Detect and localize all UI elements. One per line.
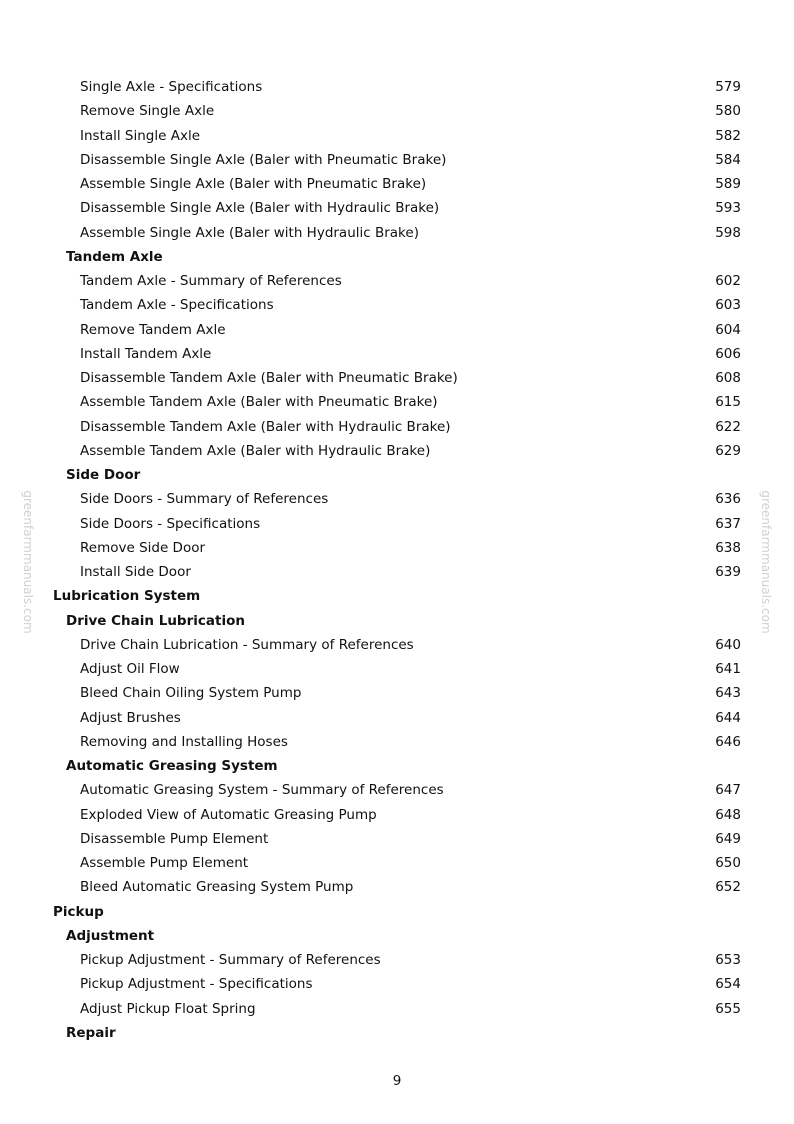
- toc-entry-page-number: 589: [715, 176, 741, 192]
- toc-subsection-heading[interactable]: [0, 245, 794, 269]
- toc-entry-page-number: 582: [715, 127, 741, 144]
- toc-entry-title: Assemble Single Axle (Baler with Pneumatic Brake): [80, 176, 427, 192]
- toc-entry-page-number: 636: [715, 491, 741, 508]
- toc-entry-title: Assemble Single Axle (Baler with Hydraulic Brake): [80, 224, 419, 241]
- toc-entry-page-number: 639: [715, 564, 741, 580]
- toc-entry-page-number: 602: [715, 273, 741, 289]
- toc-entry-title: Disassemble Single Axle (Baler with Pneumatic Brake): [80, 151, 447, 168]
- toc-entry-page-number: 648: [715, 806, 741, 823]
- toc-entry-title: Install Side Door: [80, 564, 191, 580]
- toc-entry[interactable]: [0, 342, 794, 366]
- toc-subsection-heading[interactable]: [0, 463, 794, 487]
- toc-subsection-heading[interactable]: [0, 754, 794, 778]
- toc-entry-title: Adjust Brushes: [80, 709, 181, 726]
- toc-entry-page-number: 638: [715, 539, 741, 556]
- toc-entry[interactable]: [0, 439, 794, 463]
- toc-entry-page-number: 646: [715, 733, 741, 750]
- toc-entry-title: Pickup: [53, 903, 104, 920]
- toc-entry[interactable]: [0, 99, 794, 123]
- toc-entry-title: Pickup Adjustment - Specifications: [80, 976, 313, 993]
- toc-entry[interactable]: [0, 366, 794, 390]
- toc-entry-title: Disassemble Single Axle (Baler with Hydraulic Brake): [80, 200, 440, 217]
- toc-entry-title: Disassemble Tandem Axle (Baler with Hydraulic Brake): [80, 418, 451, 435]
- toc-entry[interactable]: [0, 536, 794, 560]
- toc-entry-title: Install Tandem Axle: [80, 345, 212, 362]
- toc-entry-title: Install Single Axle: [80, 127, 201, 144]
- toc-entry[interactable]: [0, 172, 794, 196]
- toc-entry[interactable]: [0, 318, 794, 342]
- toc-entry-page-number: 649: [715, 830, 741, 847]
- toc-entry-page-number: 604: [715, 321, 741, 338]
- toc-entry[interactable]: [0, 487, 794, 511]
- toc-entry-page-number: 608: [715, 370, 741, 386]
- toc-entry-title: Lubrication System: [53, 588, 201, 605]
- toc-entry-page-number: 641: [715, 661, 741, 677]
- toc-entry[interactable]: [0, 972, 794, 996]
- toc-entry-title: Side Doors - Summary of References: [80, 491, 329, 508]
- toc-entry[interactable]: [0, 293, 794, 317]
- toc-entry-title: Assemble Tandem Axle (Baler with Pneumatic Brake): [80, 394, 438, 411]
- toc-entry[interactable]: [0, 778, 794, 802]
- toc-entry[interactable]: [0, 851, 794, 875]
- toc-entry[interactable]: [0, 560, 794, 584]
- toc-entry[interactable]: [0, 196, 794, 220]
- toc-entry[interactable]: [0, 269, 794, 293]
- toc-entry-title: Repair: [66, 1024, 116, 1041]
- toc-entry[interactable]: [0, 390, 794, 414]
- toc-subsection-heading[interactable]: [0, 1021, 794, 1045]
- toc-entry-title: Single Axle - Specifications: [80, 79, 263, 95]
- toc-entry-title: Remove Tandem Axle: [80, 321, 226, 338]
- toc-entry-page-number: 637: [715, 515, 741, 532]
- toc-entry-page-number: 603: [715, 297, 741, 314]
- toc-entry-page-number: 593: [715, 200, 741, 217]
- toc-entry-title: Disassemble Tandem Axle (Baler with Pneumatic Brake): [80, 370, 458, 386]
- toc-entry[interactable]: [0, 997, 794, 1021]
- toc-entry-title: Removing and Installing Hoses: [80, 733, 288, 750]
- page-number: 9: [392, 1073, 402, 1089]
- toc-entry[interactable]: [0, 681, 794, 705]
- toc-entry-title: Assemble Pump Element: [80, 855, 249, 871]
- toc-entry-page-number: 652: [715, 879, 741, 896]
- toc-subsection-heading[interactable]: [0, 609, 794, 633]
- toc-entry-title: Remove Side Door: [80, 539, 206, 556]
- toc-entry-page-number: 644: [715, 709, 741, 726]
- toc-entry-title: Automatic Greasing System - Summary of References: [80, 782, 444, 799]
- toc-entry-page-number: 615: [715, 394, 741, 411]
- toc-entry-title: Side Doors - Specifications: [80, 515, 261, 532]
- toc-section-heading[interactable]: [0, 584, 794, 608]
- toc-entry[interactable]: [0, 633, 794, 657]
- watermark-left: greenfarmmanuals.com: [21, 490, 35, 634]
- watermark-right: greenfarmmanuals.com: [759, 490, 773, 634]
- toc-entry-page-number: 647: [715, 782, 741, 799]
- toc-entry[interactable]: [0, 221, 794, 245]
- toc-entry-title: Adjust Oil Flow: [80, 661, 180, 677]
- toc-entry[interactable]: [0, 827, 794, 851]
- toc-entry-page-number: 606: [715, 345, 741, 362]
- toc-entry-title: Tandem Axle - Summary of References: [80, 273, 342, 289]
- toc-entry-title: Side Door: [66, 467, 141, 483]
- toc-subsection-heading[interactable]: [0, 924, 794, 948]
- toc-entry[interactable]: [0, 124, 794, 148]
- toc-entry-title: Tandem Axle: [66, 248, 163, 265]
- toc-entry[interactable]: [0, 948, 794, 972]
- toc-entry-title: Remove Single Axle: [80, 103, 215, 120]
- toc-entry-page-number: 655: [715, 1000, 741, 1017]
- toc-entry-title: Pickup Adjustment - Summary of References: [80, 952, 381, 968]
- toc-entry[interactable]: [0, 803, 794, 827]
- toc-entry-page-number: 653: [715, 952, 741, 968]
- toc-entry-page-number: 650: [715, 855, 741, 871]
- toc-entry-title: Tandem Axle - Specifications: [80, 297, 274, 314]
- toc-entry-page-number: 598: [715, 224, 741, 241]
- toc-entry-page-number: 622: [715, 418, 741, 435]
- toc-entry[interactable]: [0, 75, 794, 99]
- toc-entry[interactable]: [0, 148, 794, 172]
- toc-section-heading[interactable]: [0, 900, 794, 924]
- toc-entry-page-number: 579: [715, 79, 741, 95]
- toc-entry-page-number: 640: [715, 636, 741, 653]
- toc-entry-page-number: 654: [715, 976, 741, 993]
- toc-entry-page-number: 584: [715, 151, 741, 168]
- toc-entry-title: Drive Chain Lubrication - Summary of References: [80, 636, 414, 653]
- toc-entry-page-number: 629: [715, 442, 741, 459]
- toc-entry-title: Disassemble Pump Element: [80, 830, 269, 847]
- toc-entry-title: Drive Chain Lubrication: [66, 612, 245, 629]
- toc-entry-title: Automatic Greasing System: [66, 758, 278, 774]
- toc-entry-title: Assemble Tandem Axle (Baler with Hydraulic Brake): [80, 442, 431, 459]
- toc-entry-title: Adjust Pickup Float Spring: [80, 1000, 256, 1017]
- toc-entry-title: Exploded View of Automatic Greasing Pump: [80, 806, 377, 823]
- toc-entry-title: Bleed Chain Oiling System Pump: [80, 685, 302, 702]
- toc-entry-title: Bleed Automatic Greasing System Pump: [80, 879, 354, 896]
- toc-entry[interactable]: [0, 657, 794, 681]
- toc-entry[interactable]: [0, 415, 794, 439]
- toc-entry[interactable]: [0, 875, 794, 899]
- table-of-contents: [0, 75, 794, 1045]
- toc-entry[interactable]: [0, 706, 794, 730]
- toc-entry[interactable]: [0, 730, 794, 754]
- toc-entry-page-number: 580: [715, 103, 741, 120]
- toc-entry-page-number: 643: [715, 685, 741, 702]
- toc-entry-title: Adjustment: [66, 927, 155, 944]
- toc-entry[interactable]: [0, 512, 794, 536]
